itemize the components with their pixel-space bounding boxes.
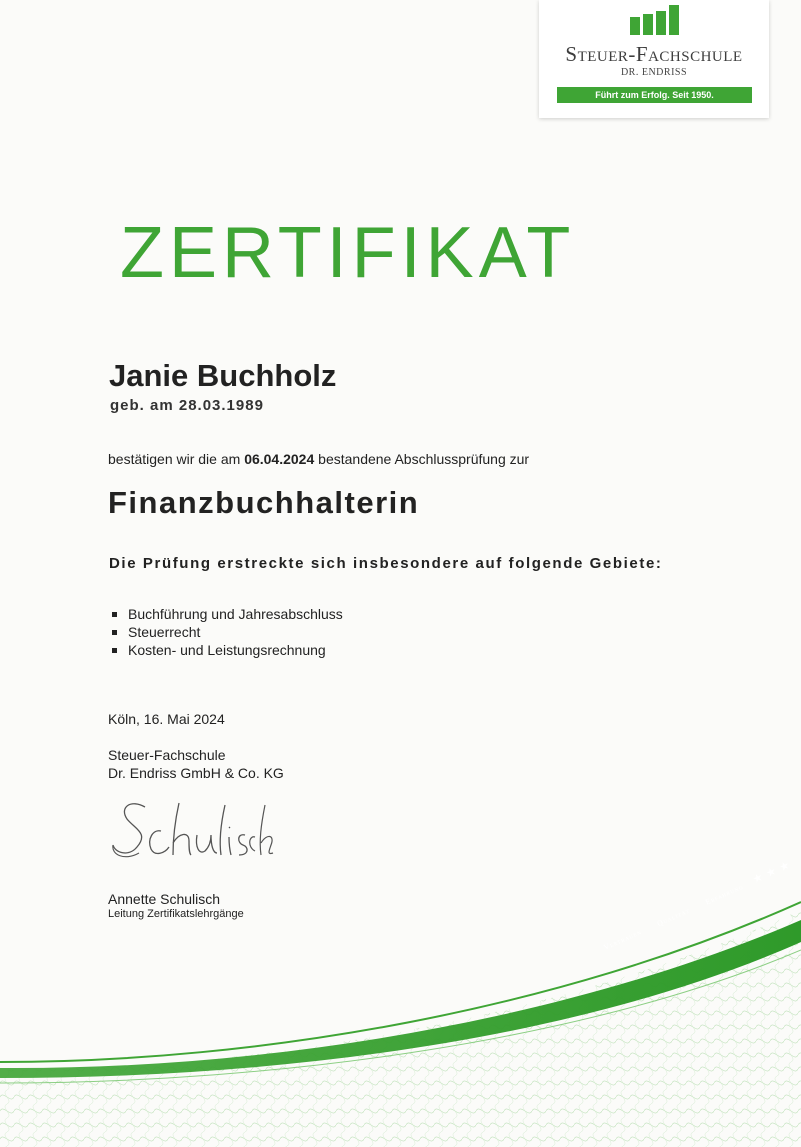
areas-heading: Die Prüfung erstreckte sich insbesondere auf folgende Gebiete: xyxy=(109,555,663,572)
value-quality: Qualität xyxy=(655,905,692,929)
signer-name: Annette Schulisch xyxy=(108,891,221,907)
signer-role: Leitung Zertifikatslehrgänge xyxy=(108,908,244,920)
list-item xyxy=(112,605,343,623)
logo-school-name: Steuer-Fachschule xyxy=(565,42,743,66)
confirm-after: bestandene Abschlussprüfung zur xyxy=(314,451,530,467)
place-date: Köln, 16. Mai 2024 xyxy=(108,711,225,727)
recipient-name: Janie Buchholz xyxy=(109,358,337,393)
bullet-icon xyxy=(112,630,117,635)
issuing-organization xyxy=(108,746,284,782)
school-logo xyxy=(539,0,769,118)
org-line-2: Dr. Endriss GmbH & Co. KG xyxy=(108,765,284,781)
area-label: Steuerrecht xyxy=(128,624,201,640)
bullet-icon xyxy=(112,648,117,653)
areas-list xyxy=(112,605,343,659)
certificate-title: ZERTIFIKAT xyxy=(120,213,576,293)
logo-slogan: Führt zum Erfolg. Seit 1950. xyxy=(557,87,752,103)
list-item xyxy=(112,623,343,641)
birth-date: geb. am 28.03.1989 xyxy=(110,397,264,414)
value-trust: Vertrauen xyxy=(602,927,644,952)
confirmation-text xyxy=(108,451,529,467)
star-icons: ★ ★ ★ xyxy=(751,858,793,887)
handwritten-signature xyxy=(105,795,275,875)
value-experience: Erfahrung xyxy=(703,881,745,907)
confirm-before: bestätigen wir die am xyxy=(108,451,245,467)
list-item xyxy=(112,641,343,659)
org-line-1: Steuer-Fachschule xyxy=(108,747,226,763)
exam-date: 06.04.2024 xyxy=(244,451,315,467)
profession-title: Finanzbuchhalterin xyxy=(108,485,420,520)
bullet-icon xyxy=(112,612,117,617)
bar-chart-logo-icon xyxy=(630,5,680,35)
area-label: Buchführung und Jahresabschluss xyxy=(128,606,343,622)
area-label: Kosten- und Leistungsrechnung xyxy=(128,642,326,658)
logo-sub-name: DR. ENDRISS xyxy=(620,67,688,78)
